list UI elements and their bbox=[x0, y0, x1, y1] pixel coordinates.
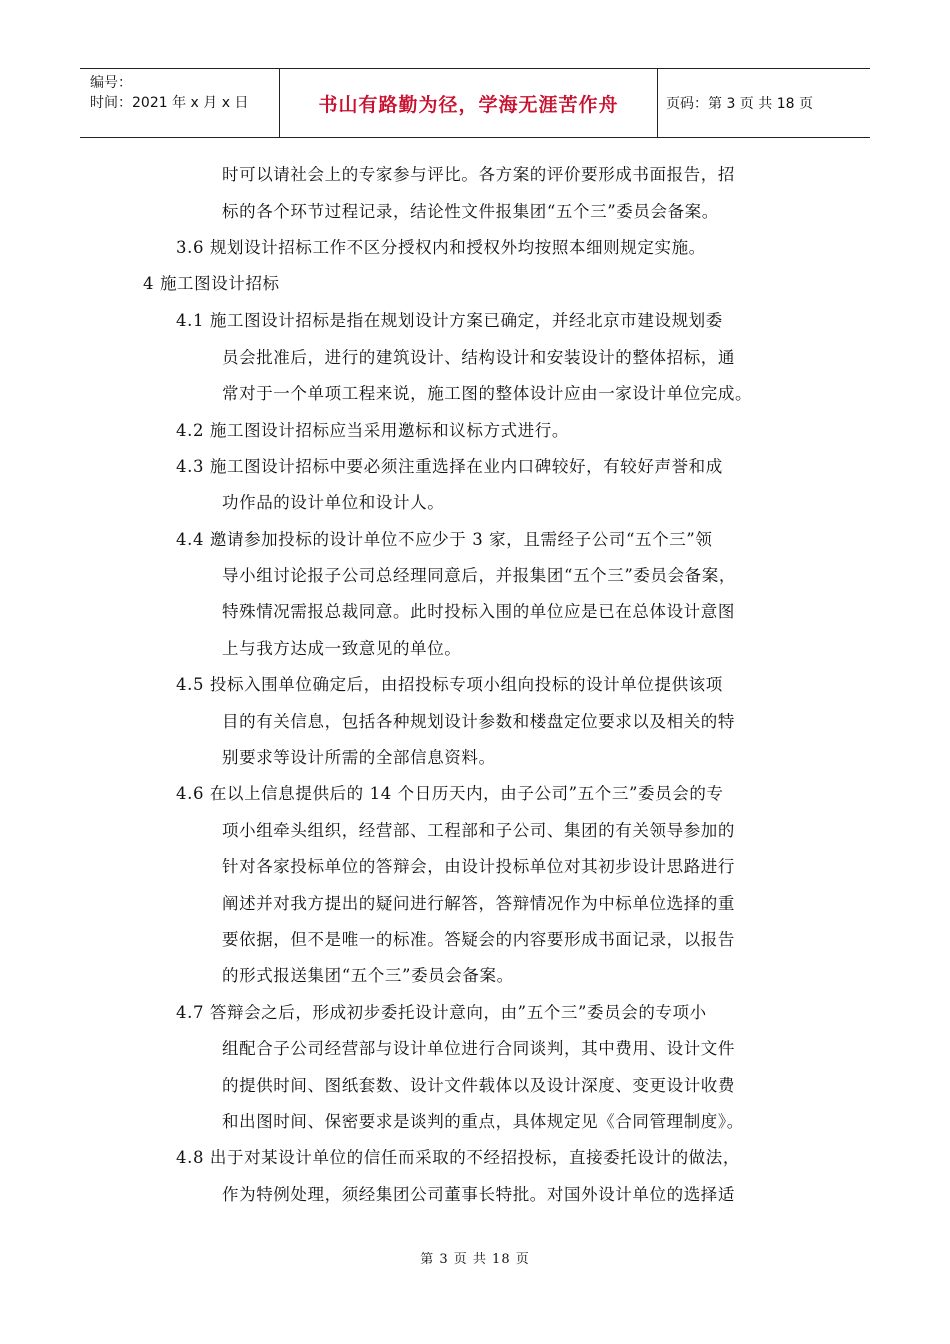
body-line: 上与我方达成一致意见的单位。 bbox=[222, 639, 462, 658]
body-line: 员会批准后，进行的建筑设计、结构设计和安装设计的整体招标，通 bbox=[222, 348, 735, 367]
section-heading: 4 施工图设计招标 bbox=[143, 274, 280, 293]
footer-page-number: 第 3 页 共 18 页 bbox=[420, 1252, 530, 1267]
body-line: 4.3 施工图设计招标中要必须注重选择在业内口碑较好，有较好声誉和成 bbox=[176, 457, 723, 476]
body-line: 组配合子公司经营部与设计单位进行合同谈判，其中费用、设计文件 bbox=[222, 1039, 735, 1058]
body-line: 标的各个环节过程记录，结论性文件报集团“五个三”委员会备案。 bbox=[222, 202, 719, 221]
header-page-info: 页码：第 3 页 共 18 页 bbox=[666, 96, 813, 112]
document-number-label: 编号： bbox=[90, 75, 132, 91]
page-footer bbox=[0, 1248, 950, 1267]
body-line: 4.7 答辩会之后，形成初步委托设计意向，由”五个三”委员会的专项小 bbox=[176, 1003, 707, 1022]
body-line: 导小组讨论报子公司总经理同意后，并报集团“五个三”委员会备案， bbox=[222, 566, 736, 585]
header-meta bbox=[80, 69, 280, 137]
body-line: 和出图时间、保密要求是谈判的重点，具体规定见《合同管理制度》。 bbox=[222, 1112, 744, 1131]
body-line: 目的有关信息，包括各种规划设计参数和楼盘定位要求以及相关的特 bbox=[222, 712, 735, 731]
header-motto-cell bbox=[280, 69, 658, 137]
body-line: 项小组牵头组织，经营部、工程部和子公司、集团的有关领导参加的 bbox=[222, 821, 735, 840]
body-line: 4.6 在以上信息提供后的 14 个日历天内，由子公司”五个三”委员会的专 bbox=[176, 784, 724, 803]
body-line: 特殊情况需报总裁同意。此时投标入围的单位应是已在总体设计意图 bbox=[222, 602, 735, 621]
body-line: 4.8 出于对某设计单位的信任而采取的不经招投标，直接委托设计的做法， bbox=[176, 1148, 740, 1167]
body-line: 别要求等设计所需的全部信息资料。 bbox=[222, 748, 496, 767]
body-line: 4.4 邀请参加投标的设计单位不应少于 3 家，且需经子公司“五个三”领 bbox=[176, 530, 713, 549]
body-line: 针对各家投标单位的答辩会，由设计投标单位对其初步设计思路进行 bbox=[222, 857, 735, 876]
body-line: 常对于一个单项工程来说，施工图的整体设计应由一家设计单位完成。 bbox=[222, 384, 753, 403]
body-line: 4.2 施工图设计招标应当采用邀标和议标方式进行。 bbox=[176, 421, 569, 440]
header-page-cell bbox=[658, 69, 870, 137]
page-header bbox=[80, 68, 870, 138]
body-line: 的提供时间、图纸套数、设计文件载体以及设计深度、变更设计收费 bbox=[222, 1076, 735, 1095]
body-line: 功作品的设计单位和设计人。 bbox=[222, 493, 445, 512]
body-line: 时可以请社会上的专家参与评比。各方案的评价要形成书面报告，招 bbox=[222, 165, 735, 184]
body-line: 作为特例处理，须经集团公司董事长特批。对国外设计单位的选择适 bbox=[222, 1185, 735, 1204]
body-line: 要依据，但不是唯一的标准。答疑会的内容要形成书面记录，以报告 bbox=[222, 930, 735, 949]
body-line: 的形式报送集团“五个三”委员会备案。 bbox=[222, 966, 514, 985]
body-line: 4.1 施工图设计招标是指在规划设计方案已确定，并经北京市建设规划委 bbox=[176, 311, 723, 330]
body-line: 阐述并对我方提出的疑问进行解答，答辩情况作为中标单位选择的重 bbox=[222, 894, 735, 913]
body-line: 4.5 投标入围单位确定后，由招投标专项小组向投标的设计单位提供该项 bbox=[176, 675, 723, 694]
header-motto: 书山有路勤为径，学海无涯苦作舟 bbox=[318, 93, 619, 116]
document-date-label: 时间：2021 年 x 月 x 日 bbox=[90, 95, 249, 111]
body-line: 3.6 规划设计招标工作不区分授权内和授权外均按照本细则规定实施。 bbox=[176, 238, 706, 257]
